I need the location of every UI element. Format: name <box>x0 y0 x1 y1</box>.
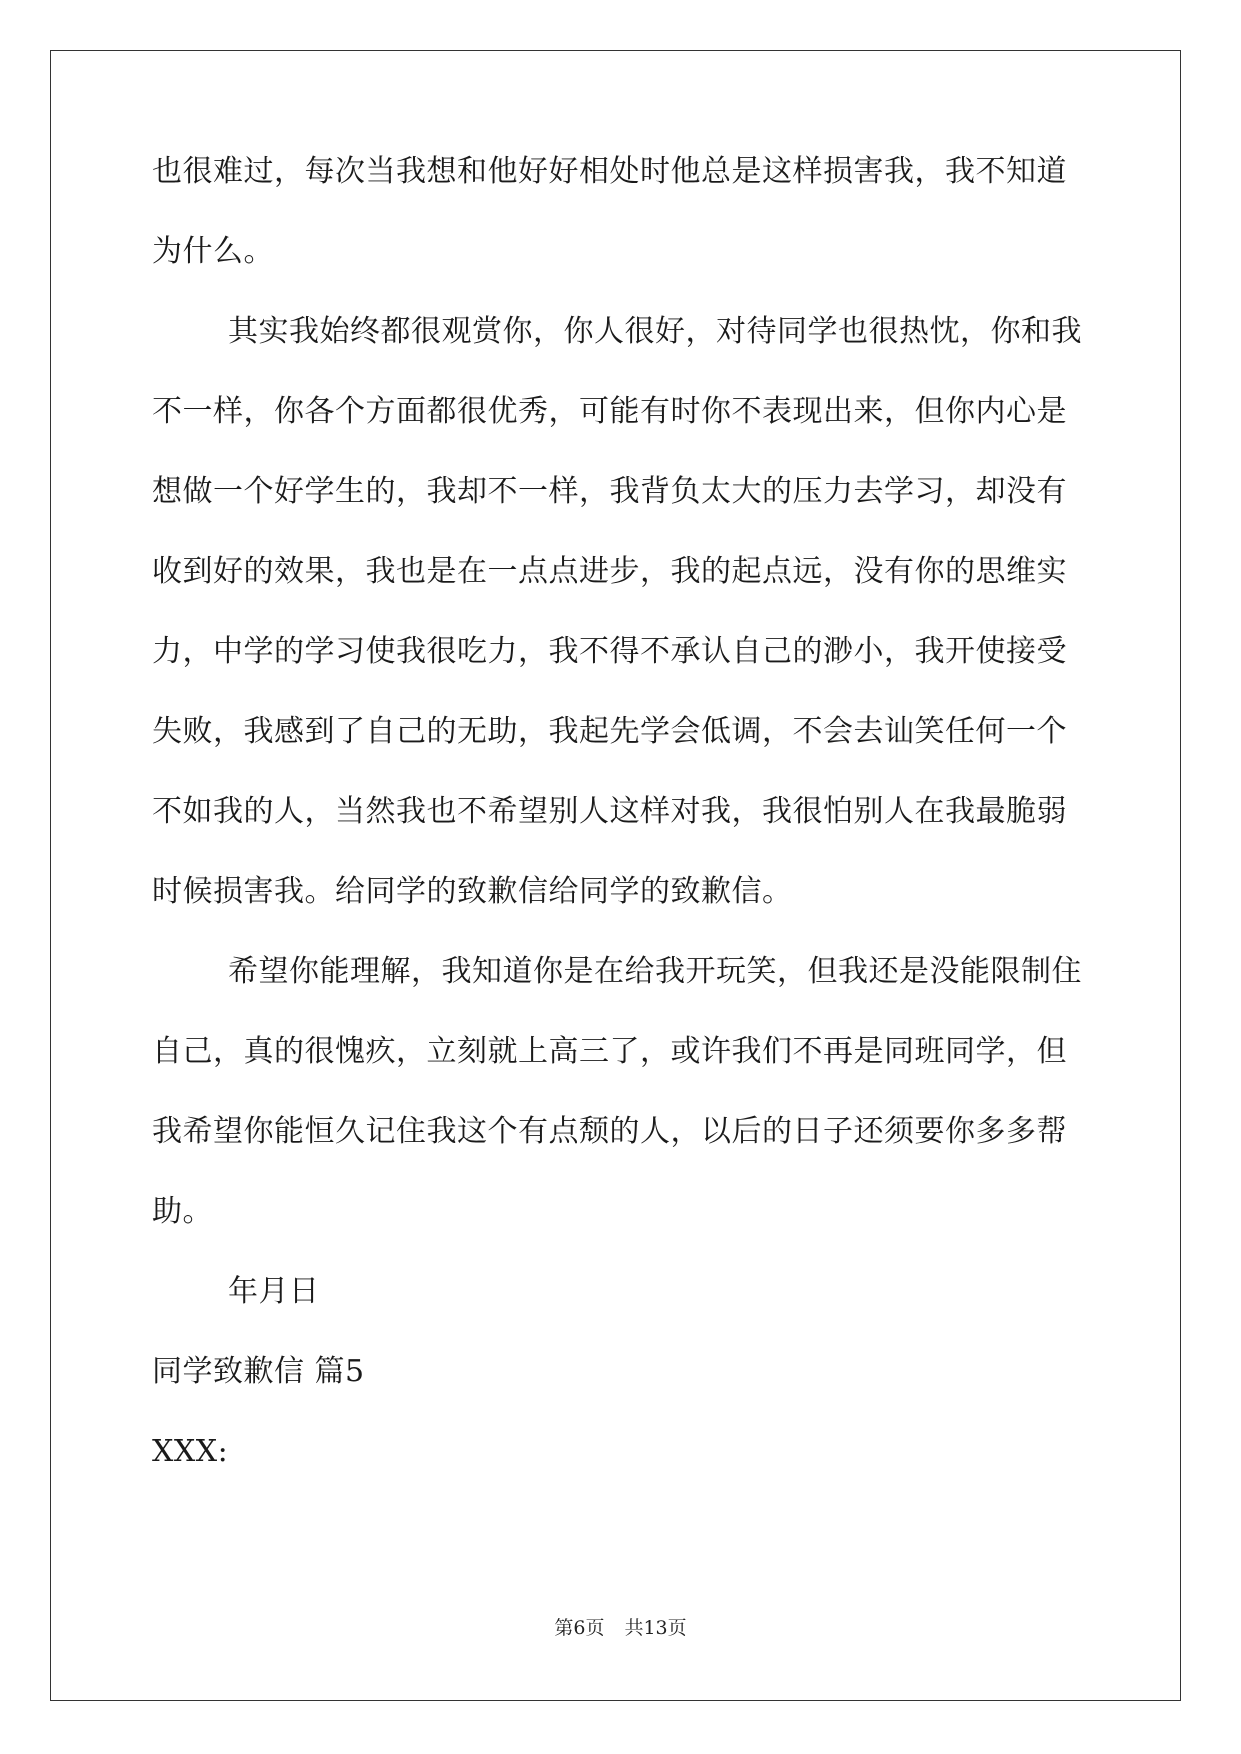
page-footer <box>0 1613 1241 1640</box>
date-line: 年月日 <box>228 1274 320 1309</box>
body-line: 我希望你能恒久记住我这个有点颓的人，以后的日子还须要你多多帮 <box>152 1114 1067 1149</box>
body-line: 收到好的效果，我也是在一点点进步，我的起点远，没有你的思维实 <box>152 554 1067 589</box>
body-line: 也很难过，每次当我想和他好好相处时他总是这样损害我，我不知道 <box>152 154 1067 189</box>
body-line: 其实我始终都很观赏你，你人很好，对待同学也很热忱，你和我 <box>228 314 1082 349</box>
total-pages: 共13页 <box>624 1617 687 1639</box>
section-heading: 同学致歉信 篇5 <box>152 1354 365 1389</box>
salutation: XXX: <box>152 1434 229 1469</box>
body-line: 助。 <box>152 1194 213 1229</box>
body-line: 想做一个好学生的，我却不一样，我背负太大的压力去学习，却没有 <box>152 474 1067 509</box>
body-line: 不一样，你各个方面都很优秀，可能有时你不表现出来，但你内心是 <box>152 394 1067 429</box>
body-line: 失败，我感到了自己的无助，我起先学会低调，不会去讪笑任何一个 <box>152 714 1067 749</box>
document-body <box>152 132 1092 1492</box>
body-line: 力，中学的学习使我很吃力，我不得不承认自己的渺小，我开使接受 <box>152 634 1067 669</box>
body-line: 为什么。 <box>152 234 274 269</box>
body-line: 希望你能理解，我知道你是在给我开玩笑，但我还是没能限制住 <box>228 954 1082 989</box>
body-line: 时候损害我。给同学的致歉信给同学的致歉信。 <box>152 874 793 909</box>
current-page-number: 第6页 <box>554 1617 605 1639</box>
body-line: 不如我的人，当然我也不希望别人这样对我，我很怕别人在我最脆弱 <box>152 794 1067 829</box>
body-line: 自己，真的很愧疚，立刻就上高三了，或许我们不再是同班同学，但 <box>152 1034 1067 1069</box>
